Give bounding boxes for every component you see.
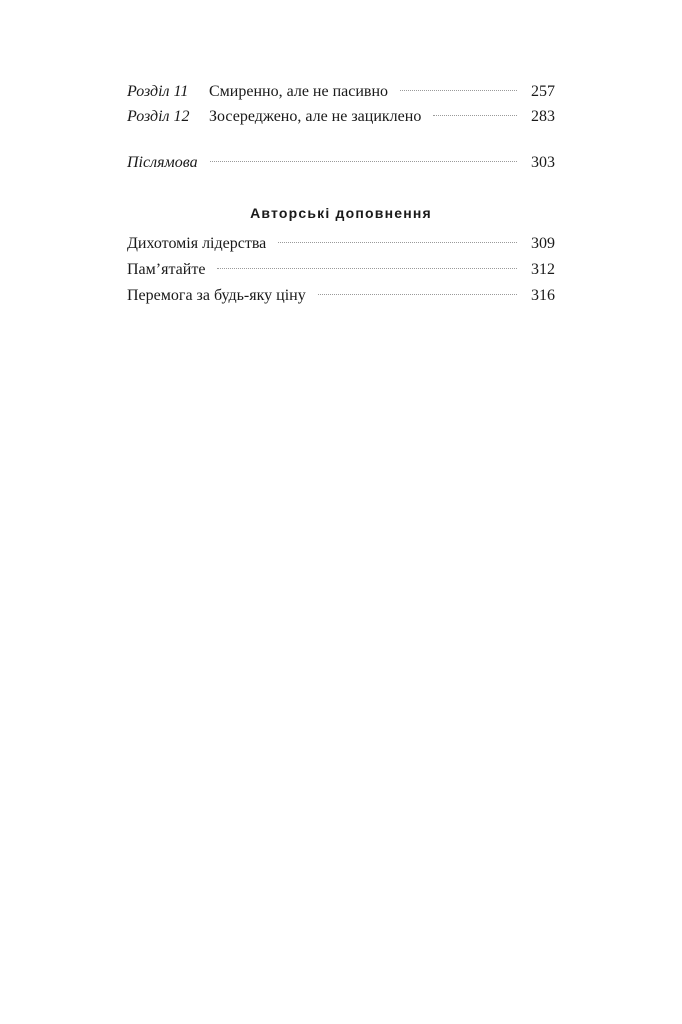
toc-entry-chapter-11 [127,82,555,102]
dot-leader [433,115,517,116]
dot-leader [318,294,517,295]
appendix-item-title: Перемога за будь-яку ціну [127,287,306,304]
page-number: 312 [531,261,555,278]
afterword-title: Післямова [127,154,198,171]
toc-entry-appendix [127,286,555,306]
page-number: 309 [531,235,555,252]
chapter-label: Розділ 12 [127,108,190,125]
toc-entry-chapter-12 [127,107,555,127]
toc-entry-afterword [127,153,555,173]
dot-leader [400,90,517,91]
appendix-item-title: Дихотомія лідерства [127,235,267,252]
chapter-title: Зосереджено, але не зациклено [209,108,422,125]
chapter-label: Розділ 11 [127,83,189,100]
dot-leader [217,268,517,269]
page-number: 283 [531,108,555,125]
page-number: 316 [531,287,555,304]
chapter-title: Смиренно, але не пасивно [209,83,389,100]
toc-entry-appendix [127,260,555,280]
appendix-item-title: Пам’ятайте [127,261,206,278]
appendix-heading: Авторські доповнення [250,205,432,221]
page-number: 257 [531,83,555,100]
dot-leader [278,242,517,243]
dot-leader [210,161,517,162]
page-number: 303 [531,154,555,171]
toc-entry-appendix [127,234,555,254]
